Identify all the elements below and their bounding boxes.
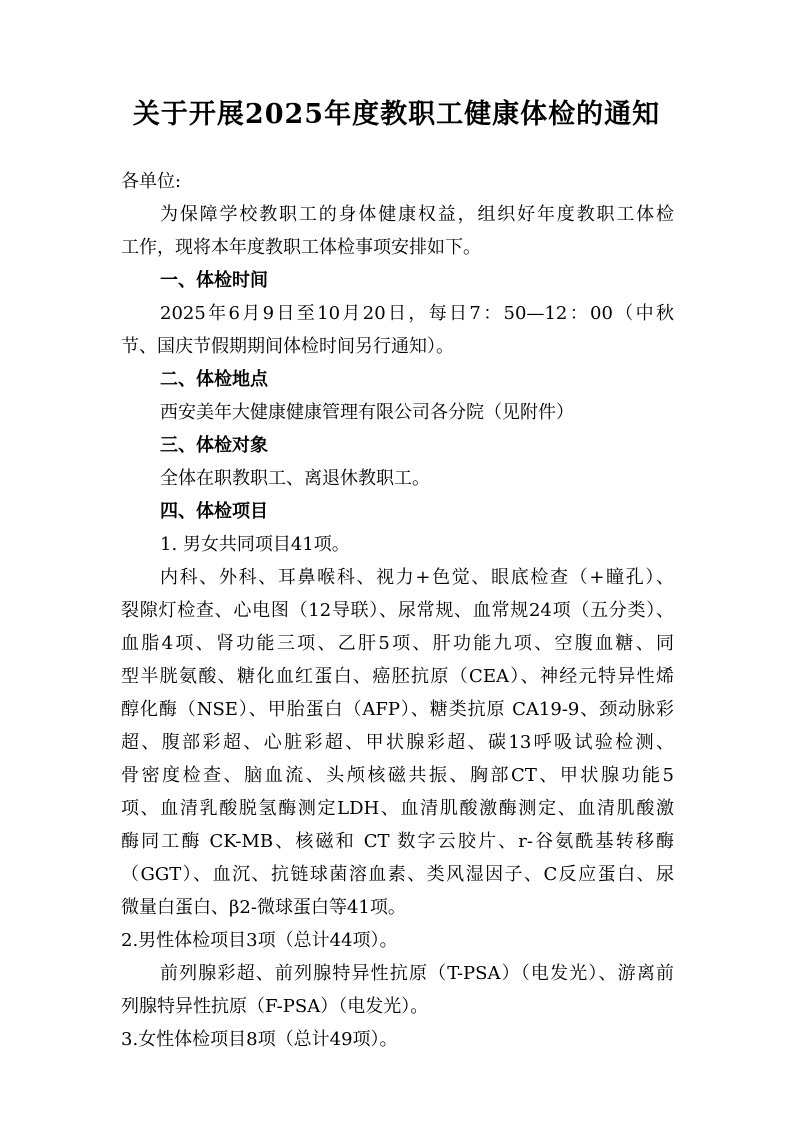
item1-title: 1. 男女共同项目41项。 <box>160 534 350 555</box>
item1-line: 血脂4项、肾功能三项、乙肝5项、肝功能九项、空腹血糖、同 <box>121 633 674 654</box>
item2-line: 列腺特异性抗原（F-PSA）（电发光）。 <box>121 996 429 1017</box>
item1-line: 型半胱氨酸、糖化血红蛋白、癌胚抗原（CEA）、神经元特异性烯 <box>121 666 674 687</box>
item1-line: （GGT）、血沉、抗链球菌溶血素、类风湿因子、C反应蛋白、尿 <box>121 864 674 885</box>
item3-title: 3.女性体检项目8项（总计49项）。 <box>121 1029 398 1050</box>
time-line-1: 2025年6月9日至10月20日，每日7：50—12：00（中秋 <box>160 303 674 324</box>
item1-line: 内科、外科、耳鼻喉科、视力+色觉、眼底检查（+瞳孔）、 <box>160 567 674 588</box>
section-heading-location: 二、体检地点 <box>160 369 268 390</box>
salutation: 各单位: <box>121 171 182 192</box>
item1-line: 骨密度检查、脑血流、头颅核磁共振、胸部CT、甲状腺功能5 <box>121 765 674 786</box>
item2-line: 前列腺彩超、前列腺特异性抗原（T-PSA）（电发光）、游离前 <box>160 963 674 984</box>
item1-line: 醇化酶（NSE）、甲胎蛋白（AFP）、糖类抗原 CA19-9、颈动脉彩 <box>121 699 674 720</box>
item1-line: 项、血清乳酸脱氢酶测定LDH、血清肌酸激酶测定、血清肌酸激 <box>121 798 674 819</box>
intro-line-1: 为保障学校教职工的身体健康权益，组织好年度教职工体检 <box>160 204 674 225</box>
targets-line: 全体在职教职工、离退休教职工。 <box>160 468 430 489</box>
item1-line: 酶同工酶 CK-MB、核磁和 CT 数字云胶片、r-谷氨酰基转移酶 <box>121 831 674 852</box>
item2-title: 2.男性体检项目3项（总计44项）。 <box>121 930 398 951</box>
time-line-2: 节、国庆节假期期间体检时间另行通知）。 <box>121 336 454 357</box>
item1-line: 超、腹部彩超、心脏彩超、甲状腺彩超、碳13呼吸试验检测、 <box>121 732 674 753</box>
intro-line-2: 工作，现将本年度教职工体检事项安排如下。 <box>121 237 481 258</box>
section-heading-time: 一、体检时间 <box>160 270 268 291</box>
section-heading-targets: 三、体检对象 <box>160 435 268 456</box>
document-title: 关于开展2025年度教职工健康体检的通知 <box>132 99 661 130</box>
item1-line: 微量白蛋白、β2-微球蛋白等41项。 <box>121 897 406 918</box>
section-heading-items: 四、体检项目 <box>160 501 268 522</box>
location-line: 西安美年大健康健康管理有限公司各分院（见附件） <box>160 402 574 423</box>
item1-line: 裂隙灯检查、心电图（12导联）、尿常规、血常规24项（五分类）、 <box>121 600 674 621</box>
